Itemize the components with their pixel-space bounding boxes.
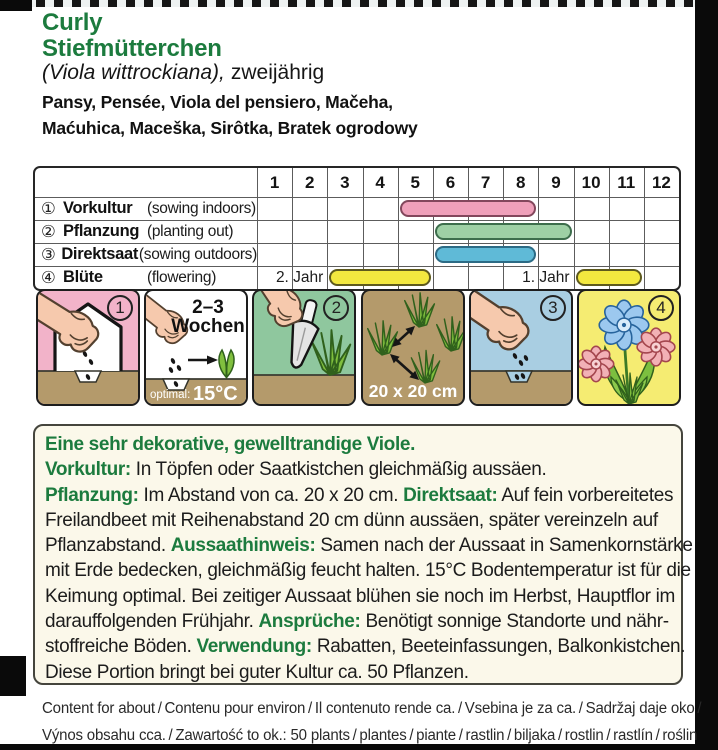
description-keyword: Ansprüche: [258,611,361,633]
calendar-month-header: 3 [340,173,350,192]
spacing-caption: 20 x 20 cm [368,381,457,401]
common-names [42,89,418,141]
grass-tuft-icon [367,321,397,355]
calendar-month-header: 10 [581,173,601,192]
description-text: Diese Portion bringt bei guter Kultur ca. 50 Pflanzen. [45,661,469,683]
content-footer [42,696,701,749]
calendar-period-bar [435,223,572,240]
spacing-illustration [363,291,463,404]
footer-line2: Výnos obsahu cca. / Zawartość to ok.: 50 plants / plantes / piante / rastlin / biljaka / rostlin / rastlín / roślin [42,726,698,744]
hand-icon [471,291,538,354]
row-activity-translation: (flowering) [147,268,217,286]
calendar-row-label [35,243,257,266]
optimal-temp-value: 15°C [193,383,238,404]
description-text: Keimung optimal. Bei zeitiger Aussaat blühen sie noch im Herbst, Hauptflor im [45,585,675,607]
description-keyword: Pflanzung: [45,484,139,506]
calendar-period-bar [435,246,537,263]
calendar-row-label [35,266,257,289]
germination-duration-label: 2–3 [192,297,225,318]
step-number-badge: 3 [540,295,566,321]
grass-tuft-icon [312,330,351,375]
step-number-badge: 4 [648,295,674,321]
description-text: Pflanzabstand. [45,535,171,557]
description-keyword: Direktsaat: [403,484,498,506]
description-line [45,483,674,508]
photo-edge-bottom-left [0,656,26,696]
description-text: In Töpfen oder Saatkistchen gleichmäßig aussäen. [130,459,547,481]
calendar-row-label [35,197,257,220]
calendar-period-bar [329,269,431,286]
description-text: Im Abstand von ca. 20 x 20 cm. [138,484,404,506]
description-line [45,660,671,685]
row-activity-translation: (planting out) [147,222,234,240]
description-text: Samen nach der Aussaat in Samenkornstärke [315,535,693,557]
botanical-name: (Viola wittrockiana), [42,61,225,84]
daisy-flower-icon [579,346,614,381]
pictogram-panel-sow-outdoors [469,289,573,406]
step-number-badge: 2 [323,295,349,321]
calendar-month-header: 4 [375,173,385,192]
description-keyword: Vorkultur: [45,459,131,481]
row-activity-name: Blüte [63,268,103,286]
sowing-calendar-table [33,166,681,291]
row-activity-name: Direktsaat [61,245,139,263]
pictogram-panel-plant-out [252,289,356,406]
calendar-year-label: 2. Jahr [275,268,324,286]
calendar-month-header: 2 [305,173,315,192]
row-activity-name: Vorkultur [63,199,133,217]
calendar-period-bar [400,200,537,217]
photo-edge-top-left [0,0,32,11]
calendar-row-label [35,220,257,243]
pictogram-strip [36,289,685,406]
calendar-month-header: 11 [617,173,636,192]
lifecycle-label: zweijährig [230,61,325,84]
description-text: Benötigt sonnige Standorte und nähr- [360,611,669,633]
description-text: Auf fein vorbereitetes [497,484,674,506]
row-activity-translation: (sowing outdoors) [138,245,257,263]
row-number-badge: ① [41,199,56,218]
calendar-period-bar [576,269,642,286]
description-line [45,432,671,457]
common-names-line2: Maćuhica, Maceška, Sirôtka, Bratek ogrodowy [42,118,418,138]
species-name: Stiefmütterchen [42,35,222,62]
variety-name: Curly [42,9,103,36]
description-line [45,634,686,659]
description-line [45,609,671,634]
description-line [45,457,671,482]
grass-tuft-icon [404,293,434,327]
calendar-month-header: 9 [551,173,561,192]
calendar-month-header: 1 [269,173,280,192]
calendar-month-header: 8 [516,173,526,192]
pictogram-panel-flowering [577,289,681,406]
description-keyword: Aussaathinweis: [170,535,316,557]
photo-edge-top [0,0,718,7]
footer-line1: Content for about / Contenu pour environ / Il contenuto rende ca. / Vsebina je za ca. / Sadržaj daje oko / [42,700,702,717]
botanical-line [42,61,324,85]
pictogram-panel-germination [144,289,248,406]
photo-edge-right [695,0,718,750]
calendar-month-header: 6 [445,173,456,192]
description-text: Rabatten, Beeteinfassungen, Balkonkistchen. [311,636,686,658]
common-names-line1: Pansy, Pensée, Viola del pensiero, Mačeha, [42,92,393,112]
row-activity-translation: (sowing indoors) [147,199,256,217]
row-number-badge: ④ [41,268,56,287]
germination-illustration [146,291,246,404]
row-number-badge: ② [41,222,56,241]
calendar-year-label: 1. Jahr [522,268,570,286]
calendar-month-header: 7 [480,173,491,192]
description-line [45,533,693,558]
germination-duration-label2: Wochen [171,316,245,337]
description-line [45,558,691,583]
description-line [45,508,671,533]
optimal-temp-label: optimal: [150,389,191,401]
calendar-month-header: 12 [651,173,671,192]
description-text: mit Erde bedecken, gleichmäßig feucht halten. 15°C Bodentemperatur ist für die [45,560,691,582]
description-keyword: Verwendung: [196,636,312,658]
description-line [45,584,675,609]
grass-tuft-icon [436,317,462,351]
description-box [33,424,693,685]
seedling-icon [219,350,234,377]
description-text: stoffreiche Böden. [45,636,197,658]
description-text: darauffolgenden Frühjahr. [45,611,259,633]
page-title [42,10,222,62]
row-activity-name: Pflanzung [63,222,140,240]
pictogram-panel-sow-indoors [36,289,140,406]
step-number-badge: 1 [107,295,133,321]
description-text: Freilandbeet mit Reihenabstand 20 cm dünn aussäen, später vereinzeln auf [45,509,658,531]
calendar-month-header: 5 [410,173,420,192]
row-number-badge: ③ [41,245,56,264]
description-keyword: Eine sehr dekorative, gewelltrandige Viole. [45,434,416,455]
pictogram-panel-spacing [361,289,465,406]
daisy-flower-icon [637,328,675,366]
